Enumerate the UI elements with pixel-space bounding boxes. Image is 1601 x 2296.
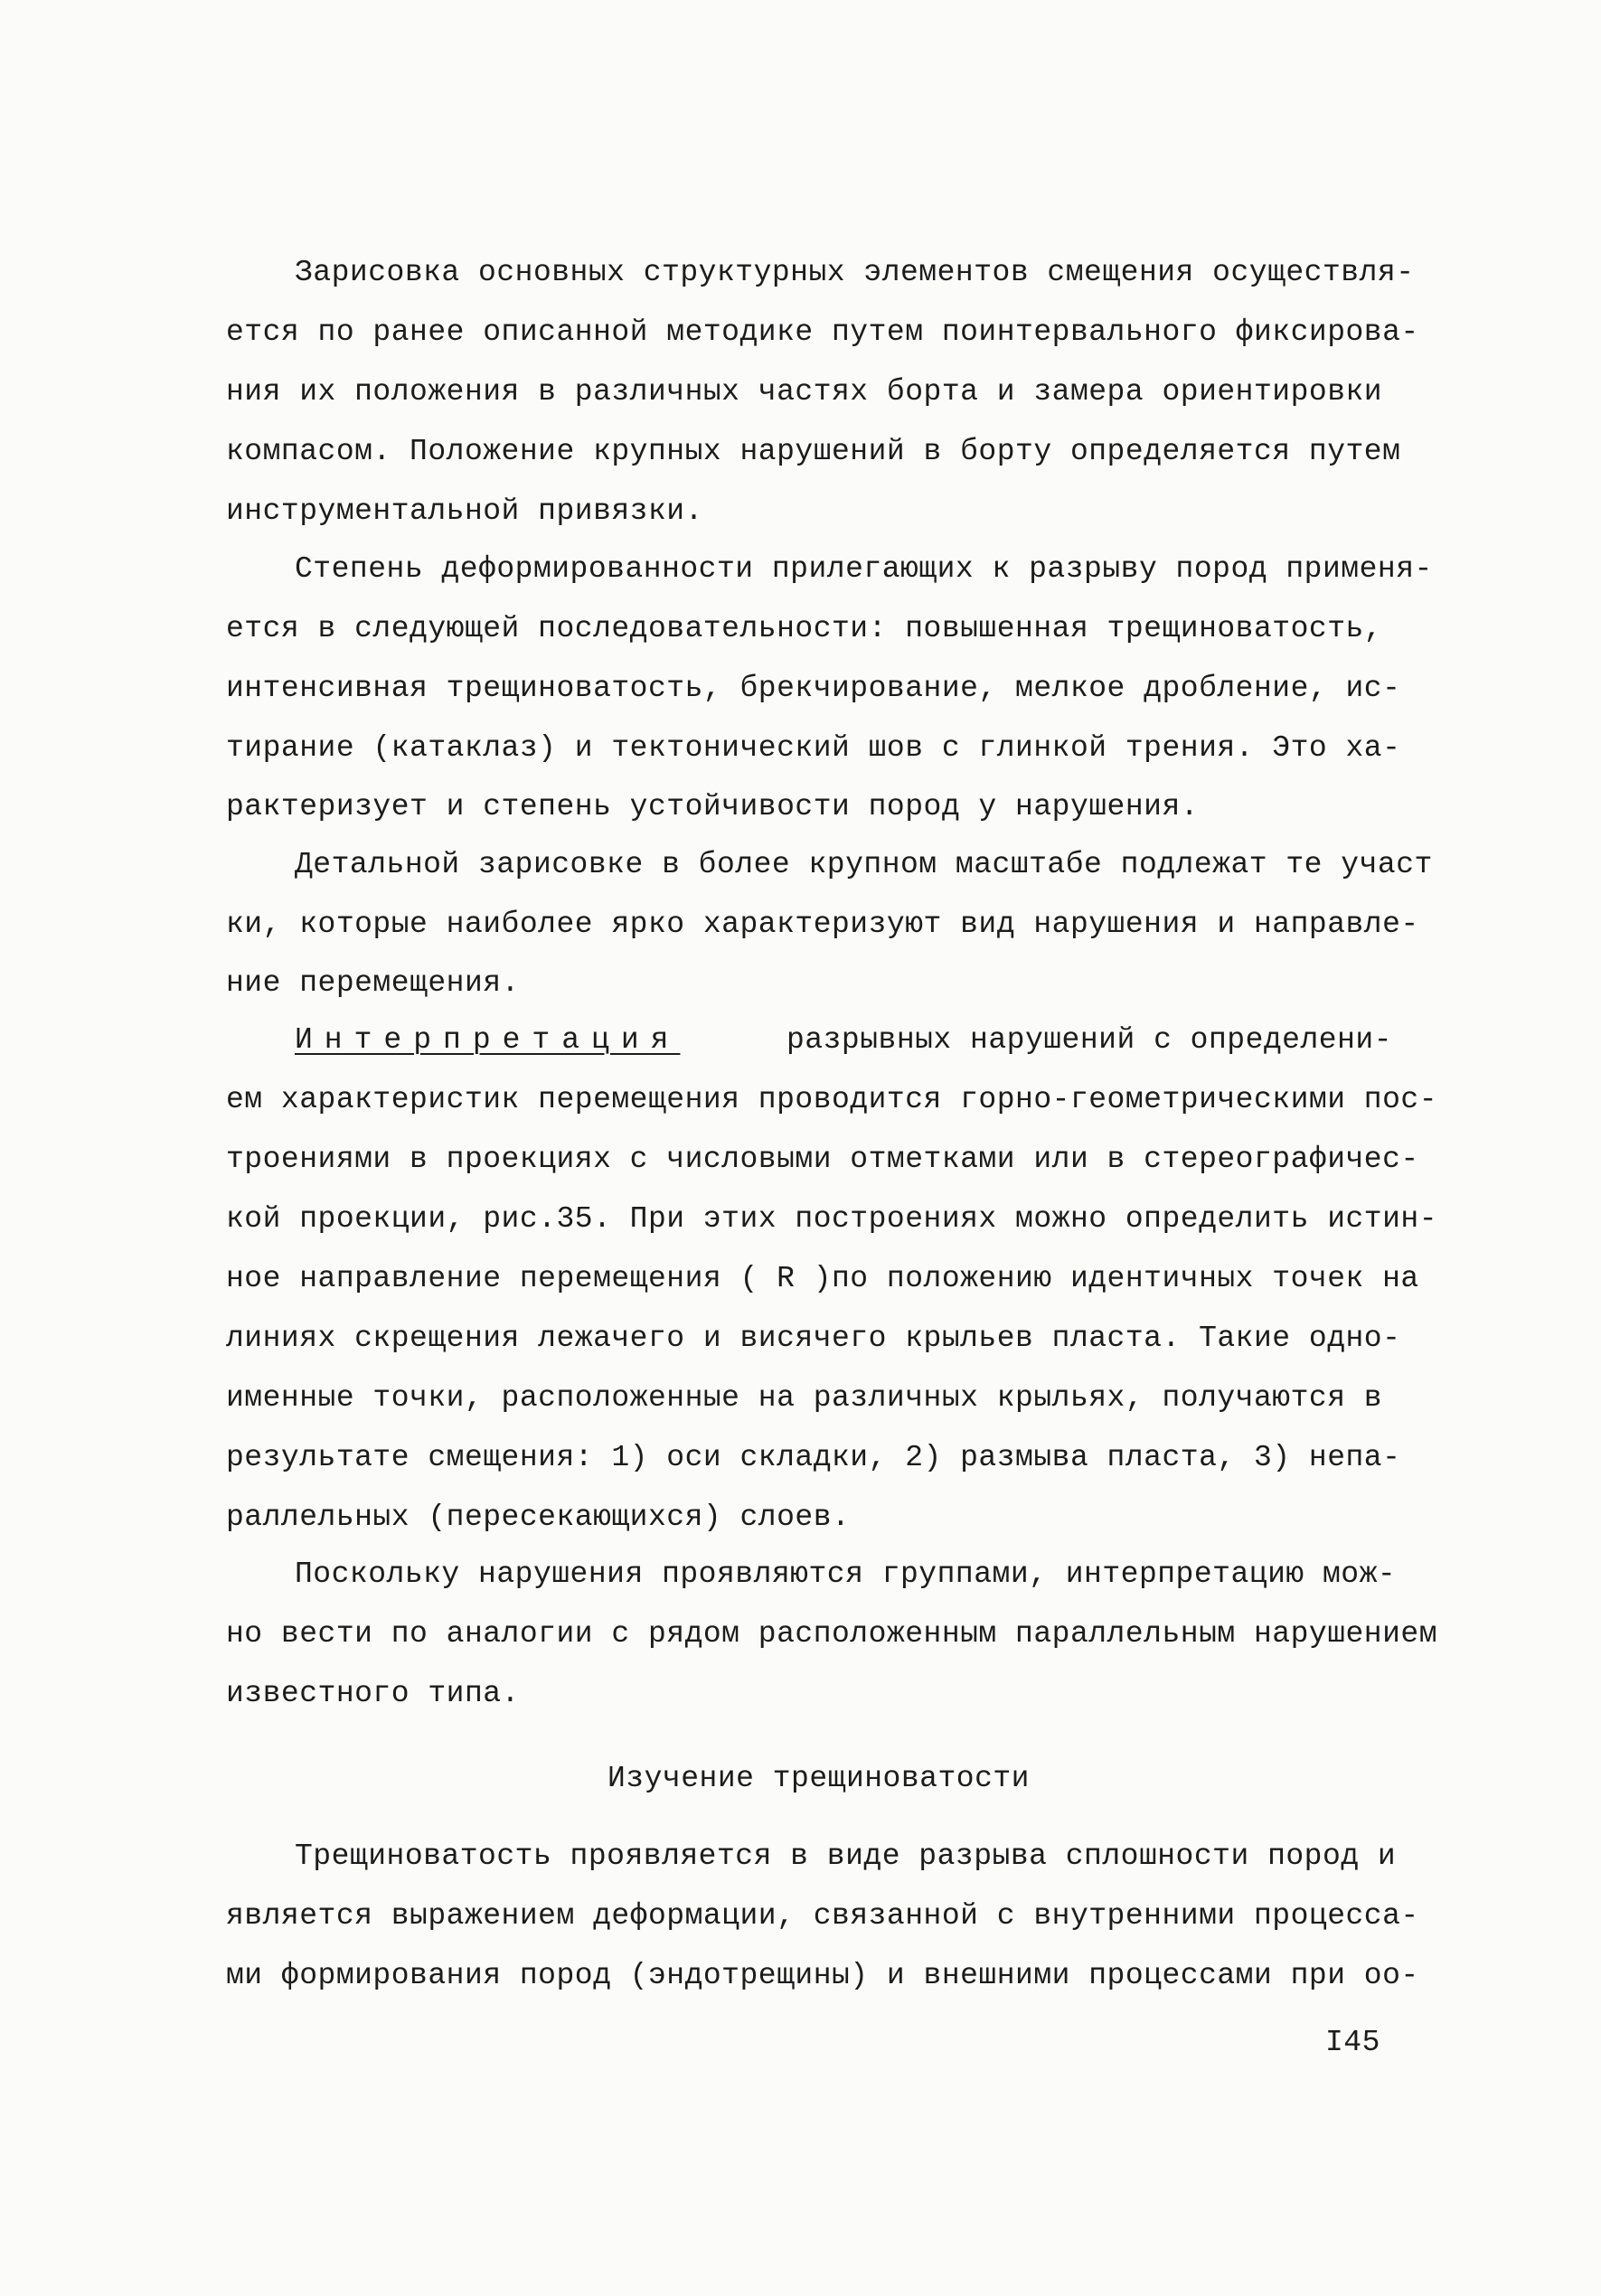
- text-line: раллельных (пересекающихся) слоев.: [226, 1501, 851, 1534]
- text-line: компасом. Положение крупных нарушений в борту определяется путем: [226, 435, 1401, 468]
- emphasized-term: Интерпретация: [295, 1023, 681, 1057]
- text-line: инструментальной привязки.: [226, 494, 703, 528]
- text-line: ния их положения в различных частях борта и замера ориентировки: [226, 375, 1383, 409]
- text-line: разрывных нарушений с определени-: [786, 1023, 1393, 1057]
- text-line: ние перемещения.: [226, 966, 520, 1000]
- text-line-first: [295, 1022, 680, 1059]
- text-line: рактеризует и степень устойчивости пород у нарушения.: [226, 790, 1200, 823]
- text-line: ное направление перемещения ( R )по положению идентичных точек на: [226, 1262, 1419, 1295]
- text-line: известного типа.: [226, 1677, 520, 1710]
- text-line: кой проекции, рис.35. При этих построениях можно определить истин-: [226, 1202, 1438, 1236]
- text-line: Зарисовка основных структурных элементов смещения осуществля-: [295, 256, 1415, 289]
- text-line: интенсивная трещиноватость, брекчирование, мелкое дробление, ис-: [226, 672, 1401, 705]
- text-line: ем характеристик перемещения проводится горно-геометрическими пос-: [226, 1083, 1438, 1116]
- text-line: Степень деформированности прилегающих к разрыву пород применя-: [295, 552, 1433, 586]
- text-line: линиях скрещения лежачего и висячего крыльев пласта. Такие одно-: [226, 1322, 1401, 1355]
- page-number: I45: [1325, 2026, 1380, 2059]
- text-line: Детальной зарисовке в более крупном масштабе подлежат те участ: [295, 848, 1433, 881]
- text-line: ми формирования пород (эндотрещины) и внешними процессами при оо-: [226, 1959, 1419, 1992]
- text-line: ки, которые наиболее ярко характеризуют вид нарушения и направле-: [226, 908, 1419, 941]
- text-line: ется в следующей последовательности: повышенная трещиноватость,: [226, 612, 1383, 645]
- text-line: результате смещения: 1) оси складки, 2) размыва пласта, 3) непа-: [226, 1441, 1401, 1474]
- text-line: тирание (катаклаз) и тектонический шов с глинкой трения. Это ха-: [226, 731, 1401, 765]
- text-line: Поскольку нарушения проявляются группами, интерпретацию мож-: [295, 1557, 1397, 1591]
- text-line: троениями в проекциях с числовыми отметками или в стереографичес-: [226, 1143, 1419, 1176]
- section-heading: Изучение трещиноватости: [607, 1762, 1030, 1795]
- text-line: является выражением деформации, связанной с внутренними процесса-: [226, 1899, 1419, 1933]
- text-line: именные точки, расположенные на различных крыльях, получаются в: [226, 1381, 1383, 1415]
- text-line: ется по ранее описанной методике путем поинтервального фиксирова-: [226, 315, 1419, 349]
- text-line: Трещиноватость проявляется в виде разрыва сплошности пород и: [295, 1840, 1397, 1873]
- text-line: но вести по аналогии с рядом расположенным параллельным нарушением: [226, 1617, 1438, 1651]
